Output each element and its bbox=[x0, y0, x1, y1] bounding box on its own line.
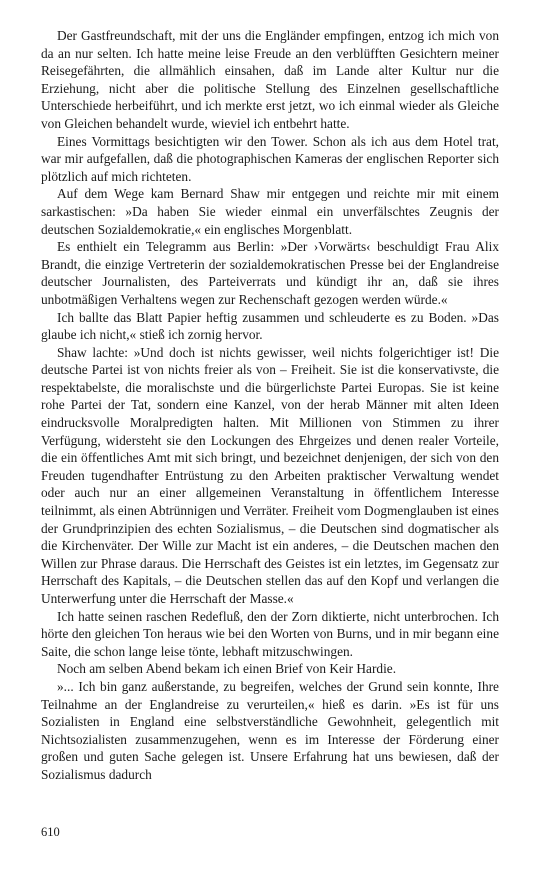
paragraph-letter-text: »... Ich bin ganz außerstande, zu begreifen, welches der Grund sein konnte, Ihre Teilnahme an der Englandreise zu verurteilen,« hieß es darin. »Es ist für uns Sozialisten in England eine selbstverständliche Gewohnheit, gelegentlich mit Nichtsozialisten zusammenzugehen, wenn es im Interesse der Förderung einer großen und guten Sache gelegen ist. Unsere Erfahrung hat uns bewiesen, daß der Sozialismus dadurch bbox=[41, 678, 499, 782]
paragraph-crumpled-paper: Ich ballte das Blatt Papier heftig zusammen und schleuderte es zu Boden. »Das glaube ich nicht,« stieß ich zornig hervor. bbox=[41, 309, 499, 343]
page-number: 610 bbox=[41, 825, 60, 839]
paragraph-shaw-speech: Shaw lachte: »Und doch ist nichts gewisser, weil nichts folgerichtiger ist! Die deutsche Partei ist von nichts freier als von – Freiheit. Sie ist die konservativste, die respektabelste, die moralischste und die bürgerlichste Partei Europas. Sie ist keine rohe Partei der Tat, sondern eine Kanzel, von der herab Männer mit alten Ideen eindrucksvolle Moralpredigten halten. Mit Millionen von Stimmen zu ihrer Verfügung, widersteht sie den Lockungen des Ehrgeizes und denen realer Vorteile, die ein öffentliches Amt mit sich bringt, und bezeichnet denjenigen, der sich von den Freuden tugendhafter Entrüstung zu den Arbeiten praktischer Verwaltung wendet oder auch nur an einer allgemeinen Veranstaltung in öffentlichem Interesse teilnimmt, als einen Abtrünnigen und Verräter. Freiheit vom Dogmenglauben ist eines der Grundprinzipien des echten Sozialismus, – die Deutschen sind dogmatischer als die Kirchenväter. Der Wille zur Macht ist ein anderes, – die Deutschen machen den Willen zur Phrase daraus. Die Herrschaft des Geistes ist ein letztes, im Gegensatz zur Herrschaft des Kapitals, – die Deutschen stellen das auf den Kopf und verlangen die Unterwerfung unter die Herrschaft der Masse.« bbox=[41, 344, 499, 606]
paragraph-tower-visit: Eines Vormittags besichtigten wir den Tower. Schon als ich aus dem Hotel trat, war mir aufgefallen, daß die photographischen Kameras der englischen Reporter sich plötzlich auf mich richteten. bbox=[41, 133, 499, 184]
paragraph-telegram: Es enthielt ein Telegramm aus Berlin: »Der ›Vorwärts‹ beschuldigt Frau Alix Brandt, die einzige Vertreterin der sozialdemokratischen Presse bei der Englandreise deutscher Journalisten, des Parteiverrats und kündigt ihr an, daß sie ihres unbotmäßigen Verhaltens wegen zur Rechenschaft gezogen werden würde.« bbox=[41, 239, 499, 307]
paragraph-letter-intro: Noch am selben Abend bekam ich einen Brief von Keir Hardie. bbox=[57, 661, 397, 677]
paragraph-flow-of-speech: Ich hatte seinen raschen Redefluß, den der Zorn diktierte, nicht unterbrochen. Ich hörte den gleichen Ton heraus wie bei den Worten von Burns, und in mir begann eine Saite, die schon lange leise tönte, lebhaft mitzuschwingen. bbox=[41, 608, 499, 659]
paragraph-guest-friendship: Der Gastfreundschaft, mit der uns die Engländer empfingen, entzog ich mich von da an nur selten. Ich hatte meine leise Freude an den verblüfften Gesichtern meiner Reisegefährten, die allmählich einsahen, daß im Lande alter Kultur nur die Erziehung, nicht aber die politische Stellung des Einzelnen gesellschaftliche Unterschiede herbeiführt, und ich merkte erst jetzt, wo ich einmal wieder als Gleiche von Gleichen behandelt wurde, wieviel ich entbehrt hatte. bbox=[41, 28, 499, 131]
paragraph-bernard-shaw: Auf dem Wege kam Bernard Shaw mir entgegen und reichte mir mit einem sarkastischen: »Da haben Sie wieder einmal ein unverfälschtes Zeugnis der deutschen Sozialdemokratie,« ein englisches Morgenblatt. bbox=[41, 186, 499, 237]
page-body bbox=[41, 27, 499, 784]
